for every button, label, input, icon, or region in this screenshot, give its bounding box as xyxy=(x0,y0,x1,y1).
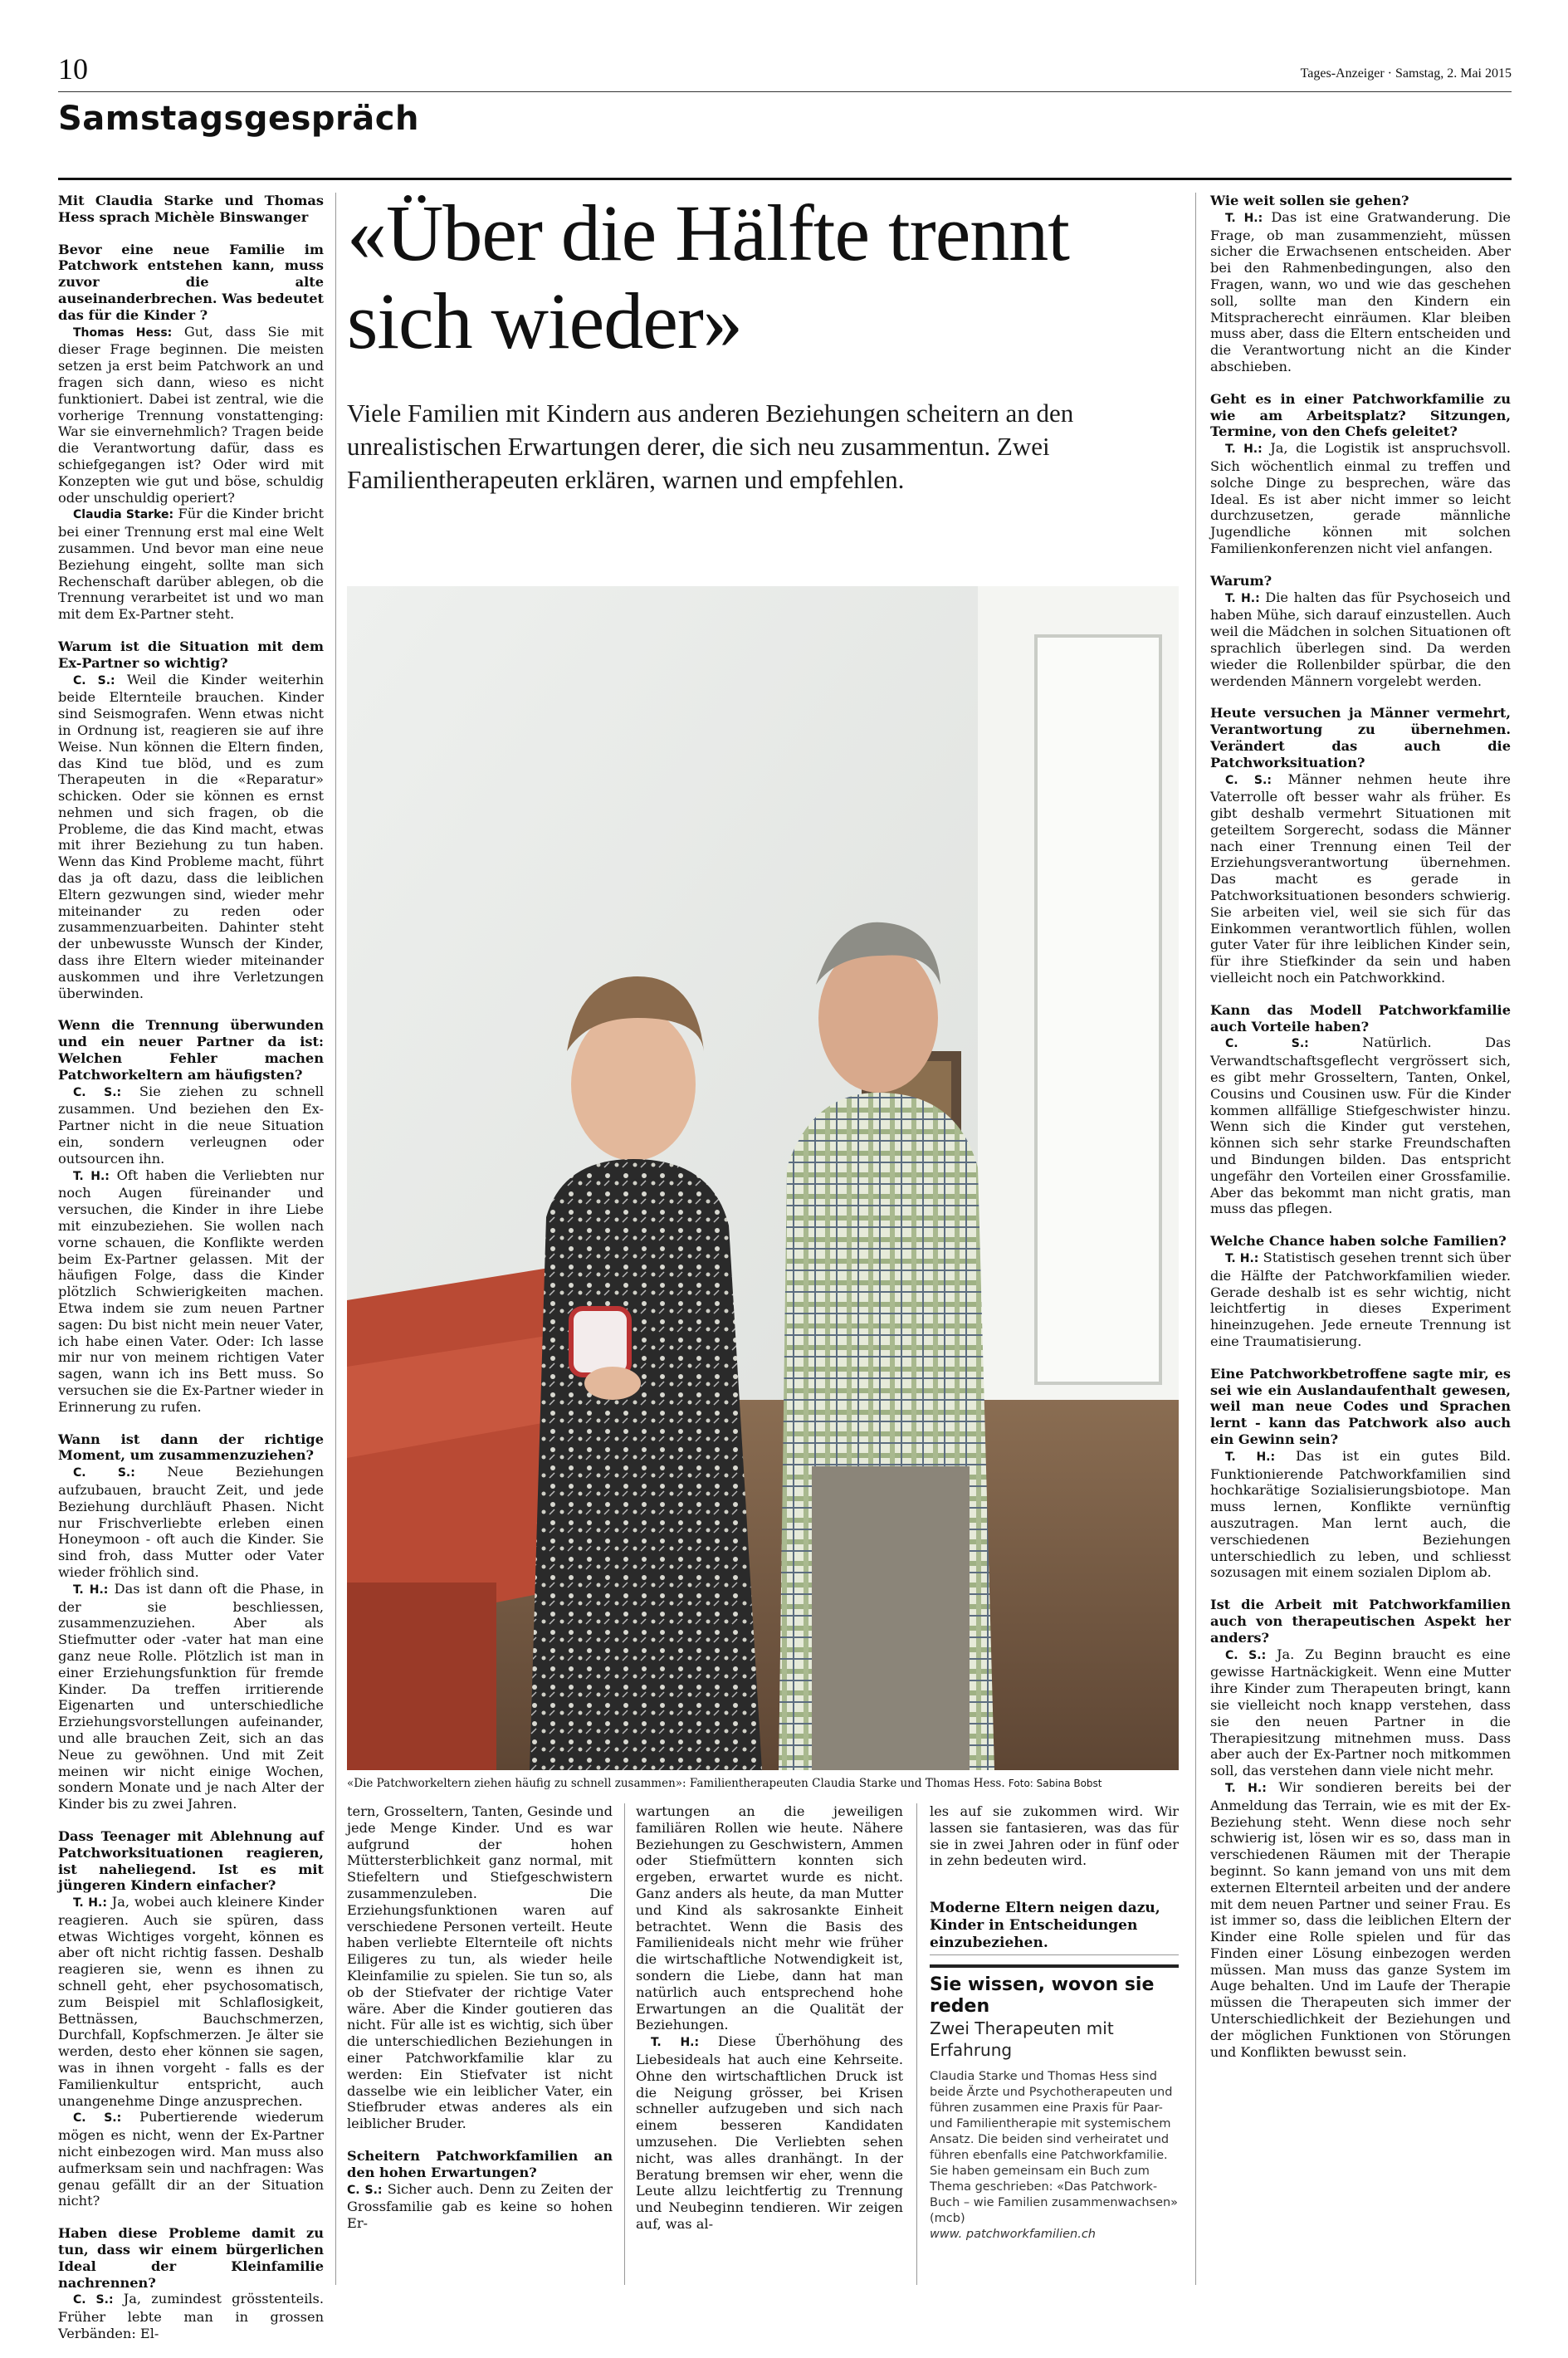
interview-answer xyxy=(58,506,324,623)
interview-question: Haben diese Probleme damit zu tun, dass wir einem bürgerlichen Ideal der Kleinfamilie nachrennen? xyxy=(58,2225,324,2291)
interview-answer xyxy=(58,1167,324,1416)
answer-text: Ja, zumindest grösstenteils. Früher lebte man in grossen Verbänden: El- xyxy=(58,2291,325,2342)
photo-credit: Foto: Sabina Bobst xyxy=(1008,1778,1102,1789)
photo-caption xyxy=(347,1777,1179,1790)
col3-text: wartungen an die jeweiligen familiären Rollen wie heute. Nähere Beziehungen zu Geschwistern, Ammen oder Stiefmüttern konnten sich ergeben, erwartet wurde es nicht. Ganz anders als heute, da man Mutter und Kind als sakrosankte Einheit betrachtet. Wenn die Basis des Familienideals nicht mehr wie früher die wirtschaftliche Notwendigkeit ist, sondern die Liebe, dann hat man natürlich auch entsprechend hohe Erwartungen an die Qualität der Beziehungen. xyxy=(636,1803,903,2033)
speaker: T. H.: xyxy=(1225,1450,1276,1464)
interview-question: Eine Patchworkbetroffene sagte mir, es sei wie ein Auslandaufenthalt gewesen, weil man neue Codes und Sprachen lernt - kann das Patchwork also auch ein Gewinn sein? xyxy=(1210,1365,1511,1447)
interview-answer xyxy=(1210,1448,1511,1581)
interview-question: Warum? xyxy=(1210,572,1272,589)
col4-text: les auf sie zukommen wird. Wir lassen sie fantasieren, was das für sie in zwei Jahren oder in fünf oder in zehn bedeuten wird. xyxy=(930,1803,1179,1869)
interview-question: Warum ist die Situation mit dem Ex-Partner so wichtig? xyxy=(58,638,324,671)
page-number: 10 xyxy=(58,52,88,86)
box-subtitle: Zwei Therapeuten mit Erfahrung xyxy=(930,2018,1114,2060)
speaker: T. H.: xyxy=(73,1896,107,1910)
caption-text: «Die Patchworkeltern ziehen häufig zu schnell zusammen»: Familientherapeuten Claudia Starke und Thomas Hess. xyxy=(347,1777,1005,1790)
interview-question: Kann das Modell Patchworkfamilie auch Vorteile haben? xyxy=(1210,1001,1511,1035)
info-box xyxy=(930,1964,1179,2243)
interview-answer xyxy=(1210,1035,1511,1217)
box-rule xyxy=(930,1964,1179,1968)
interview-answer xyxy=(58,324,324,506)
column-3 xyxy=(636,1803,903,2248)
answer-text: Das ist eine Gratwanderung. Die Frage, ob man zusammenzieht, müssen sicher die Erwachsenen entscheiden. Aber bei den Rahmenbedingungen, also den Fragen, wann, wo und wie das geschehen soll, sollte man den Kindern ein Mitspracherecht einräumen. Klar bleiben muss aber, dass die Eltern entscheiden und die Verantwortung nicht an die Kinder abschieben. xyxy=(1210,208,1511,374)
interview-answer xyxy=(58,2291,324,2341)
interview-answer xyxy=(1210,1779,1511,2061)
photo-illustration xyxy=(347,586,1179,1770)
answer-text: Pubertierende wiederum mögen es nicht, wenn der Ex-Partner nicht einbezogen wird. Man muss also aufmerksam sein und nachfragen: Was genau gefällt dir an der Situation nicht? xyxy=(58,2109,325,2209)
interview-question: Bevor eine neue Familie im Patchwork entstehen kann, muss zuvor die alte auseinanderbrechen. Was bedeutet das für die Kinder ? xyxy=(58,241,324,323)
paper-dateline: Tages-Anzeiger · Samstag, 2. Mai 2015 xyxy=(1300,66,1512,81)
section-rule xyxy=(58,178,1512,180)
interview-question: Heute versuchen ja Männer vermehrt, Verantwortung zu übernehmen. Verändert das auch die Patchworksituation? xyxy=(1210,705,1511,771)
column-1 xyxy=(58,193,324,2358)
column-divider xyxy=(624,1803,625,2285)
answer-text: Natürlich. Das Verwandtschaftsgeflecht vergrössert sich, es gibt mehr Grosseltern, Tanten, Onkel, Cousins und Cousinen usw. Für die Kinder kommen allfällige Stiefgeschwister hinzu. Wenn sich die Kinder gut verstehen, können sich sehr starke Freundschaften und Bindungen bilden. Das entspricht ungefähr den Vorteilen einer Grossfamilie. Aber das bekommt man nicht gratis, man muss das pflegen. xyxy=(1210,1035,1512,1217)
speaker: Thomas Hess: xyxy=(73,325,173,340)
interview-question: Ist die Arbeit mit Patchworkfamilien auch von therapeutischen Aspekt her anders? xyxy=(1210,1597,1511,1646)
answer-text: Ja. Zu Beginn braucht es eine gewisse Hartnäckigkeit. Wenn eine Mutter ihre Kinder zum Therapeuten bringt, kann sie vielleicht noch knapp verstehen, dass sie den neuen Partner in die Therapiesitzung mitnehmen muss. Dass aber auch der Ex-Partner noch mitkommen soll, das verstehen dann viele nicht mehr. xyxy=(1210,1646,1511,1779)
interview-answer xyxy=(58,2109,324,2209)
box-link[interactable]: www. patchworkfamilien.ch xyxy=(930,2228,1096,2241)
speaker: T. H.: xyxy=(73,1169,110,1183)
interview-question: Geht es in einer Patchworkfamilie zu wie am Arbeitsplatz? Sitzungen, Termine, von den Chefs geleitet? xyxy=(1210,390,1511,440)
speaker: C. S.: xyxy=(347,2183,383,2197)
col2-text: tern, Grosseltern, Tanten, Gesinde und jede Menge Kinder. Und es war aufgrund der hohen Müttersterblichkeit ganz normal, mit Stiefeltern und Stiefgeschwistern zusammenzuleben. Die Erziehungsfunktionen waren auf verschiedene Personen verteilt. Heute haben verliebte Elternteile oft nichts Eiligeres zu tun, als wieder heile Kleinfamilie zu spielen. Sie tun so, als ob der Stiefvater der richtige Vater wäre. Aber die Kinder goutieren das nicht. Für alle ist es wichtig, sich über die unterschiedlichen Beziehungen in einer Patchworkfamilie klar zu werden: Ein Stiefvater ist nicht dasselbe wie ein leiblicher Vater, ein Stiefbruder etwas anderes als ein leiblicher Bruder. xyxy=(347,1803,613,2132)
interview-answer xyxy=(58,1464,324,1581)
speaker: Claudia Starke: xyxy=(73,508,174,522)
col2-question: Scheitern Patchworkfamilien an den hohen Erwartungen? xyxy=(347,2147,613,2180)
speaker: T. H.: xyxy=(1225,443,1263,457)
interview-question: Wann ist dann der richtige Moment, um zusammenzuziehen? xyxy=(58,1431,324,1464)
article-photo xyxy=(347,586,1179,1770)
interview-question: Wie weit sollen sie gehen? xyxy=(1210,193,1409,208)
section-title: Samstagsgespräch xyxy=(58,100,419,138)
answer-text: Wir sondieren bereits bei der Anmeldung das Terrain, wie es mit der Ex-Beziehung steht. Wenn diese noch sehr schwierig ist, lösen wir es so, dass man in verschiedenen Räumen mit der Therapie beginnt. So kann jemand von uns mit dem externen Elternteil arbeiten und der andere mit dem neuen Partner und seiner Frau. Es ist immer so, dass die leiblichen Eltern der Kinder eine Rolle spielen und für das Finden einer Lösung einbezogen werden müssen. Man muss das ganze System im Auge behalten. Und im Laufe der Therapie müssen die Therapeuten sich immer der Unterschiedlichkeit der Beziehungen und der möglichen Funktionen von Störungen und Konflikten bewusst sein. xyxy=(1210,1778,1511,2060)
answer-text: Neue Beziehungen aufzubauen, braucht Zeit, und jede Beziehung durchläuft Phasen. Nicht nur Frischverliebte erleben einen Honeymoon - oft auch die Kinder. Sie sind froh, dass Mutter oder Vater wieder fröhlich sind. xyxy=(58,1464,324,1580)
interview-answer xyxy=(1210,590,1511,690)
answer-text: Für die Kinder bricht bei einer Trennung erst mal eine Welt zusammen. Und bevor man eine neue Beziehung eingeht, sollte man sich Rechenschaft darüber ablegen, ob die Trennung verarbeitet ist und wo man mit dem Ex-Partner steht. xyxy=(58,506,324,623)
answer-text: Ja, die Logistik ist anspruchsvoll. Sich wöchentlich einmal zu treffen und solche Dinge zu besprechen, wäre das Ideal. Es ist aber nicht immer so leicht durchzusetzen, gerade männliche Jugendliche können mit solchen Familienkonferenzen nicht viel anfangen. xyxy=(1210,440,1511,556)
speaker: C. S.: xyxy=(1225,773,1272,787)
column-2 xyxy=(347,1803,613,2248)
column-4 xyxy=(930,1803,1179,1869)
pull-rule xyxy=(930,1954,1179,1955)
interview-answer xyxy=(1210,771,1511,986)
answer-text: Statistisch gesehen trennt sich über die Hälfte der Patchworkfamilien wieder. Gerade deshalb ist es sehr wichtig, nicht leichtfertig in dieses Experiment hineinzugehen. Jede erneute Trennung ist eine Traumatisierung. xyxy=(1210,1250,1512,1349)
column-divider xyxy=(335,193,336,2285)
headline: «Über die Hälfte trennt sich wieder» xyxy=(347,188,1069,365)
interview-answer xyxy=(1210,209,1511,375)
speaker: T. H.: xyxy=(1225,1252,1259,1266)
speaker: C. S.: xyxy=(73,1085,122,1099)
interview-answer xyxy=(58,1581,324,1813)
box-body: Claudia Starke und Thomas Hess sind beide Ärzte und Psychotherapeuten und führen zusammen eine Praxis für Paar- und Familientherapie mit systemischem Ansatz. Die beiden sind verheiratet und führen ebenfalls eine Patchworkfamilie. Sie haben gemeinsam ein Buch zum Thema geschrieben: «Das Patchwork-Buch – wie Familien zusammenwachsen» (mcb) xyxy=(930,2070,1179,2225)
answer-text: Ja, wobei auch kleinere Kinder reagieren. Auch sie spüren, dass etwas Wichtiges vorgeht, können es aber oft nicht richtig fassen. Deshalb reagieren sie, wenn es ihnen zu schnell geht, eher psychosomatisch, zum Beispiel mit Schlaflosigkeit, Bettnässen, Bauchschmerzen, Durchfall, Kopfschmerzen. Je älter sie werden, desto eher können sie sagen, was in ihnen vorgeht - falls es der Familienkultur entspricht, auch unangenehme Dinge anzusprechen. xyxy=(58,1894,324,2109)
speaker: C. S.: xyxy=(73,1466,135,1480)
answer-text: Das ist dann oft die Phase, in der sie beschliessen, zusammenzuziehen. Aber als Stiefmutter oder -vater hat man eine ganz neue Rolle. Plötzlich ist man in einer Erziehungsfunktion für fremde Kinder. Da treffen irritierende Eigenarten und unterschiedliche Erziehungsvorstellungen aufeinander, und alle brauchen Zeit, sich an das Neue zu gewöhnen. Und mit Zeit meinen wir nicht einige Wochen, sondern Monate und je nach Alter der Kinder bis zu zwei Jahren. xyxy=(58,1580,324,1813)
answer-text: Sie ziehen zu schnell zusammen. Und beziehen den Ex-Partner nicht in die neue Situation ein, sondern verleugnen oder outsourcen ihn. xyxy=(58,1083,324,1167)
interview-question: Wenn die Trennung überwunden und ein neuer Partner da ist: Welchen Fehler machen Patchworkeltern am häufigsten? xyxy=(58,1017,324,1083)
interview-answer xyxy=(58,1084,324,1167)
pull-quote: Moderne Eltern neigen dazu, Kinder in Entscheidungen einzubeziehen. xyxy=(930,1900,1160,1951)
deck: Viele Familien mit Kindern aus anderen Beziehungen scheitern an den unrealistischen Erwartungen derer, die sich neu zusammentun. Zwei Familientherapeuten erklären, warnen und empfehlen. xyxy=(347,399,1074,494)
answer-text: Gut, dass Sie mit dieser Frage beginnen. Die meisten setzen ja erst beim Patchwork an und fragen sich dann, wieso es nicht funktioniert. Dabei ist zentral, wie die vorherige Trennung vonstattenging: War sie einvernehmlich? Tragen beide die Verantwortung dafür, dass es schiefgegangen ist? Oder wird mit Konzepten wie gut und böse, schuldig oder unschuldig operiert? xyxy=(58,323,324,506)
interview-answer xyxy=(1210,440,1511,557)
interview-answer xyxy=(1210,1646,1511,1779)
answer-text: Oft haben die Verliebten nur noch Augen füreinander und versuchen, die Kinder in ihre Liebe mit einzubeziehen. Sie wollen nach vorne schauen, die Konflikte werden beim Ex-Partner gelassen. Mit der häufigen Folge, dass die Kinder plötzlich Schwierigkeiten machen. Etwa indem sie zum neuen Partner sagen: Du bist nicht mein neuer Vater, ich habe einen Vater. Oder: Ich lasse mir nur von meinem richtigen Vater sagen, wann ich ins Bett muss. So versuchen sie die Ex-Partner wieder in Erinnerung zu rufen. xyxy=(58,1167,325,1415)
interview-answer xyxy=(58,1894,324,2109)
byline: Mit Claudia Starke und Thomas Hess sprach Michèle Binswanger xyxy=(58,193,324,225)
speaker: C. S.: xyxy=(73,2293,114,2307)
speaker: C. S.: xyxy=(73,673,115,687)
answer-text: Das ist ein gutes Bild. Funktionierende Patchworkfamilien sind hochkarätige Sozialisierungsbiotope. Man muss lernen, Konflikte vernünftig auszutragen. Man lernt auch, die verschiedenen Beziehungen unterschiedlich zu leben, und schliesst sozusagen mit einem sozialen Diplom ab. xyxy=(1210,1447,1511,1581)
answer-text: Sicher auch. Denn zu Zeiten der Grossfamilie gab es keine so hohen Er- xyxy=(347,2180,613,2232)
speaker: T. H.: xyxy=(1225,1781,1267,1795)
interview-answer xyxy=(1210,1250,1511,1350)
speaker: C. S.: xyxy=(1225,1037,1309,1051)
column-divider xyxy=(1195,193,1196,2285)
box-title: Sie wissen, wovon sie reden xyxy=(930,1974,1155,2017)
interview-question: Welche Chance haben solche Familien? xyxy=(1210,1233,1507,1250)
answer-text: Männer nehmen heute ihre Vaterrolle oft besser wahr als früher. Es gibt deshalb vermehrt Situationen mit geteiltem Sorgerecht, sodass die Männer nach einer Trennung einen Teil der Erziehungsverantwortung übernehmen. Das macht es gerade in Patchworksituationen besonders schwierig. Sie arbeiten viel, weil sie sich für das Einkommen verantwortlich fühlen, wollen guter Vater für ihre leiblichen Kinder sein, für ihre Stiefkinder da sein und haben vielleicht noch ein Patchworkkind. xyxy=(1210,771,1511,986)
answer-text: Diese Überhöhung des Liebesideals hat auch eine Kehrseite. Ohne den wirtschaftlichen Druck ist die Neigung grösser, bei Krisen schneller aufzugeben und sich nach einem besseren Kandidaten umzusehen. Die Verliebten sehen nicht, was alles dranhängt. In der Beratung bremsen wir eher, wenn die Leute allzu leichtfertig zu Trennung und Neubeginn tendieren. Wir zeigen auf, was al- xyxy=(636,2033,903,2232)
speaker: C. S.: xyxy=(73,2111,122,2126)
speaker: T. H.: xyxy=(1225,591,1260,605)
speaker: T. H.: xyxy=(73,1583,109,1597)
top-rule xyxy=(58,91,1512,92)
speaker: T. H.: xyxy=(651,2036,700,2050)
speaker: T. H.: xyxy=(1225,211,1263,225)
answer-text: Weil die Kinder weiterhin beide Elternteile brauchen. Kinder sind Seismografen. Wenn etwas nicht in Ordnung ist, reagieren sie auf ihre Weise. Nun können die Eltern finden, das Kind tue blöd, und es zum Therapeuten in die «Reparatur» schicken. Oder sie können es ernst nehmen und sich fragen, ob die Probleme, die das Kind macht, etwas mit ihrer Beziehung zu tun haben. Wenn das Kind Probleme macht, führt das ja oft dazu, dass die leiblichen Eltern gezwungen sind, wieder mehr miteinander zu reden oder zusammenzuarbeiten. Dahinter steht der unbewusste Wunsch der Kinder, dass ihre Eltern wieder miteinander auskommen und ihre Verletzungen überwinden. xyxy=(58,671,325,1001)
column-divider xyxy=(916,1803,917,2285)
interview-question: Dass Teenager mit Ablehnung auf Patchworksituationen reagieren, ist naheliegend. Ist es mit jüngeren Kindern einfacher? xyxy=(58,1827,324,1894)
interview-answer xyxy=(58,672,324,1002)
speaker: C. S.: xyxy=(1225,1648,1267,1662)
answer-text: Die halten das für Psychoseich und haben Mühe, sich darauf einzustellen. Auch weil die Mädchen in solchen Situationen oft sprachlich überlegen sind. Da werden wieder die Rollenbilder spürbar, die den werdenden Männern vorgelebt werden. xyxy=(1210,589,1512,689)
column-5 xyxy=(1210,193,1511,2076)
